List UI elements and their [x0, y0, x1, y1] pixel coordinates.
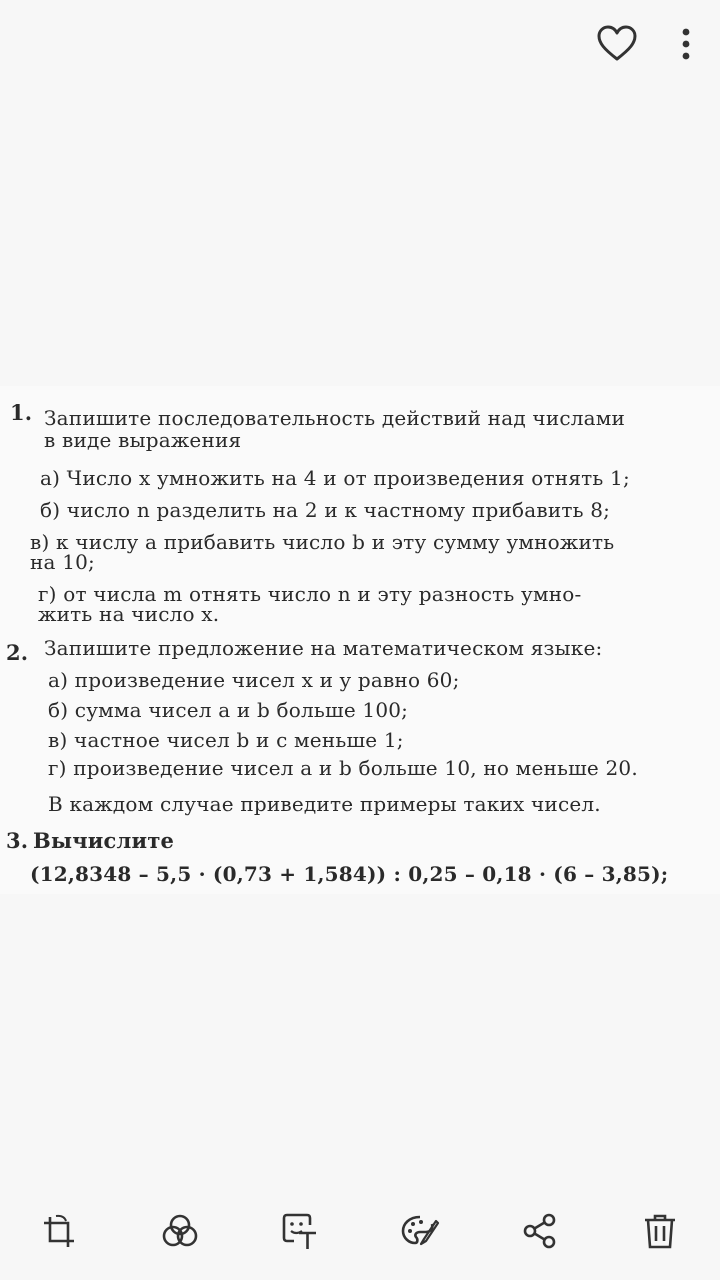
problem-1-item-a: а) Число x умножить на 4 и от произведения отнять 1; [40, 466, 630, 490]
problem-1-item-d-line1: г) от числа m отнять число n и эту разность умно- [38, 582, 582, 606]
crop-rotate-icon[interactable] [40, 1211, 80, 1251]
problem-1-item-c-line2: на 10; [30, 550, 95, 574]
text-extract-icon[interactable] [280, 1211, 320, 1251]
share-icon[interactable] [520, 1211, 560, 1251]
problem-1-line2: в виде выражения [44, 428, 242, 452]
problem-2-number: 2. [6, 640, 29, 665]
filters-icon[interactable] [160, 1211, 200, 1251]
problem-2-note: В каждом случае приведите примеры таких чисел. [48, 792, 601, 816]
problem-1-number: 1. [10, 400, 33, 425]
problem-2-item-d: г) произведение чисел a и b больше 10, но меньше 20. [48, 756, 638, 780]
problem-2-title: Запишите предложение на математическом языке: [44, 636, 603, 660]
trash-icon[interactable] [640, 1211, 680, 1251]
problem-3-title: Вычислите [33, 828, 175, 853]
problem-3-expression: (12,8348 – 5,5 · (0,73 + 1,584)) : 0,25 – 0,18 · (6 – 3,85); [30, 862, 669, 886]
problem-1-line1: Запишите последовательность действий над числами [44, 406, 626, 430]
problem-2-item-b: б) сумма чисел a и b больше 100; [48, 698, 409, 722]
document-photo [0, 386, 720, 894]
problem-1-item-c-line1: в) к числу a прибавить число b и эту сумму умножить [30, 530, 615, 554]
more-options-icon[interactable] [680, 24, 692, 64]
top-actions [596, 24, 692, 64]
problem-2-item-c: в) частное чисел b и c меньше 1; [48, 728, 404, 752]
problem-1-item-b: б) число n разделить на 2 и к частному прибавить 8; [40, 498, 611, 522]
bottom-toolbar [0, 1196, 720, 1266]
heart-icon[interactable] [596, 24, 638, 64]
problem-1-item-d-line2: жить на число x. [38, 602, 220, 626]
palette-edit-icon[interactable] [400, 1211, 440, 1251]
problem-3-number: 3. [6, 828, 29, 853]
problem-2-item-a: а) произведение чисел x и y равно 60; [48, 668, 460, 692]
